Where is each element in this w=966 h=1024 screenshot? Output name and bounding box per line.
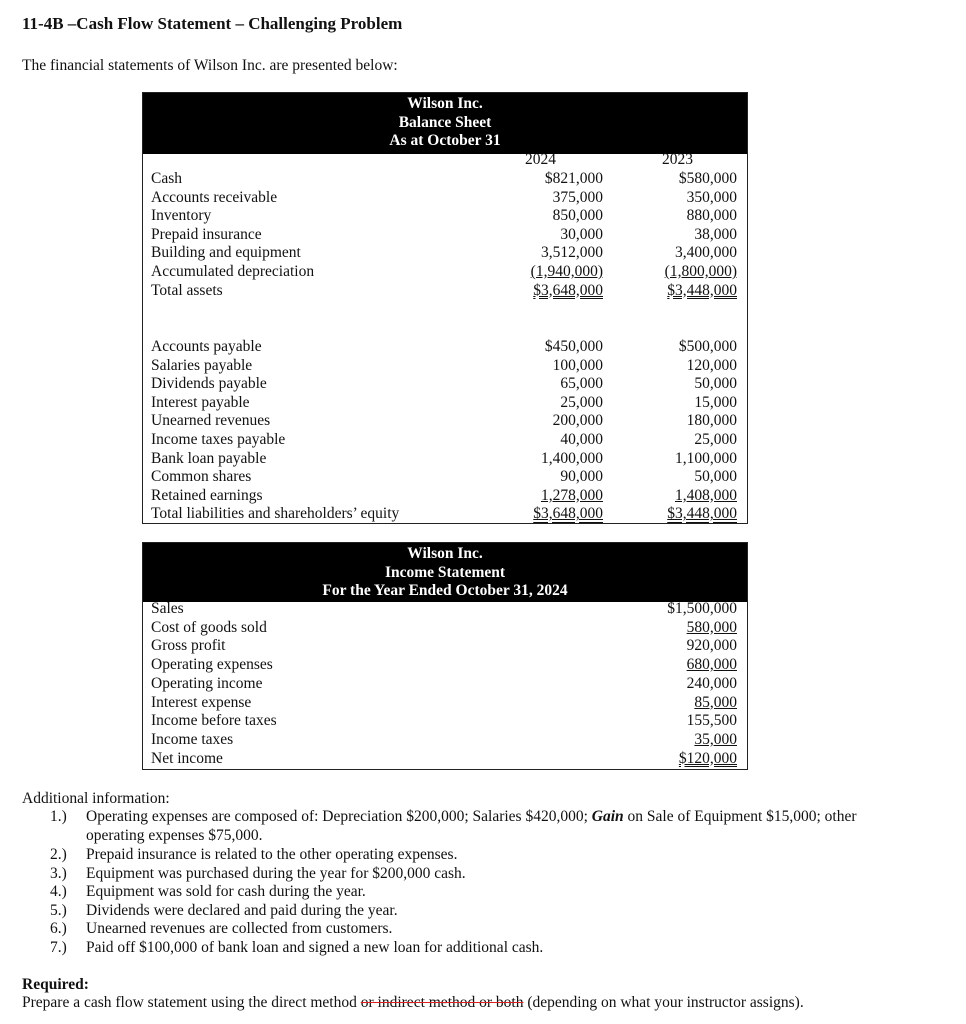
statement-row xyxy=(151,600,747,619)
item-text: Equipment was sold for cash during the year. xyxy=(86,883,366,900)
bs-date: As at October 31 xyxy=(389,132,501,149)
row-label: Building and equipment xyxy=(151,244,301,262)
row-label: Net income xyxy=(151,749,223,767)
bs-company: Wilson Inc. xyxy=(407,95,483,112)
row-label: Operating expenses xyxy=(151,656,273,674)
statement-row xyxy=(151,731,747,750)
row-value: $1,500,000 xyxy=(667,600,737,617)
statement-row xyxy=(151,431,747,450)
row-label: Dividends payable xyxy=(151,375,267,393)
additional-heading: Additional information: xyxy=(22,790,170,807)
row-label: Cash xyxy=(151,170,182,187)
statement-row xyxy=(151,357,747,376)
value-2023: 350,000 xyxy=(686,188,737,206)
row-label: Prepaid insurance xyxy=(151,225,262,243)
item-number: 5.) xyxy=(50,902,67,919)
required-heading: Required: xyxy=(22,976,89,993)
value-2023: 3,400,000 xyxy=(675,244,737,262)
statement-row xyxy=(151,505,747,524)
statement-row xyxy=(151,750,747,769)
item-text: Unearned revenues are collected from customers. xyxy=(86,920,393,937)
value-2024: 25,000 xyxy=(560,393,603,411)
row-label: Salaries payable xyxy=(151,356,253,374)
item-text: Equipment was purchased during the year for $200,000 cash. xyxy=(86,865,466,882)
problem-title: 11-4B –Cash Flow Statement – Challenging Problem xyxy=(22,14,403,33)
statement-row xyxy=(151,487,747,506)
value-2024: 100,000 xyxy=(552,356,603,374)
row-label: Income taxes xyxy=(151,730,234,748)
value-2024: $3,648,000 xyxy=(533,505,603,523)
value-2024: 40,000 xyxy=(560,431,603,448)
row-label: Accumulated depreciation xyxy=(151,263,315,280)
value-2024: 1,278,000 xyxy=(541,486,603,504)
row-label: Common shares xyxy=(151,468,252,486)
item-number: 6.) xyxy=(50,920,67,937)
item-number: 1.) xyxy=(50,808,67,825)
required-text-after: (depending on what your instructor assigns). xyxy=(523,994,804,1011)
statement-row xyxy=(151,263,747,282)
row-label: Unearned revenues xyxy=(151,412,271,430)
row-label: Income before taxes xyxy=(151,712,277,730)
value-2024: 1,400,000 xyxy=(541,449,603,467)
value-2023: 120,000 xyxy=(686,356,737,374)
additional-item xyxy=(50,865,890,884)
row-value: 240,000 xyxy=(686,674,737,692)
value-2023: 15,000 xyxy=(694,393,737,411)
row-value: 35,000 xyxy=(694,730,737,748)
value-2024: $450,000 xyxy=(544,338,603,355)
statement-row xyxy=(151,282,747,301)
statement-row xyxy=(151,244,747,263)
value-2023: (1,800,000) xyxy=(664,263,737,280)
item-text: Dividends were declared and paid during the year. xyxy=(86,902,398,919)
required-text-struck: or indirect method or both xyxy=(360,994,524,1011)
statement-row xyxy=(151,637,747,656)
statement-row xyxy=(151,619,747,638)
item-text-part: Operating expenses are composed of: Depreciation $200,000; Salaries $420,000; xyxy=(86,808,592,825)
statement-row xyxy=(151,375,747,394)
row-label: Interest expense xyxy=(151,693,252,711)
statement-row xyxy=(151,170,747,189)
is-period: For the Year Ended October 31, 2024 xyxy=(322,582,568,599)
bs-statement-name: Balance Sheet xyxy=(398,113,492,131)
income-statement xyxy=(142,542,748,770)
value-2023: 180,000 xyxy=(686,412,737,430)
statement-row xyxy=(151,338,747,357)
row-label: Accounts receivable xyxy=(151,188,278,206)
value-2024: 65,000 xyxy=(560,375,603,393)
row-label: Sales xyxy=(151,600,184,617)
row-label: Gross profit xyxy=(151,637,226,655)
value-2024: (1,940,000) xyxy=(530,263,603,280)
is-statement-name: Income Statement xyxy=(384,563,506,581)
item-emphasis: Gain xyxy=(591,808,624,825)
statement-row xyxy=(151,226,747,245)
value-2023: $3,448,000 xyxy=(667,505,737,523)
row-label: Bank loan payable xyxy=(151,449,267,467)
item-text-part: on Sale of Equipment $15,000; other operating expenses $75,000. xyxy=(86,808,857,844)
row-value: 680,000 xyxy=(686,656,737,674)
item-number: 2.) xyxy=(50,846,67,863)
income-statement-header xyxy=(143,543,747,602)
balance-sheet xyxy=(142,92,748,524)
row-label: Income taxes payable xyxy=(151,431,286,448)
statement-row xyxy=(151,468,747,487)
bs-year-2024: 2024 xyxy=(525,151,556,168)
statement-row xyxy=(151,675,747,694)
value-2023: 50,000 xyxy=(694,375,737,393)
value-2024: 200,000 xyxy=(552,412,603,430)
statement-row xyxy=(151,412,747,431)
bs-year-2023: 2023 xyxy=(662,151,693,168)
row-value: $120,000 xyxy=(678,749,737,767)
additional-item xyxy=(50,846,890,865)
is-company: Wilson Inc. xyxy=(407,545,483,562)
value-2024: 90,000 xyxy=(560,468,603,486)
statement-row xyxy=(151,394,747,413)
row-label: Inventory xyxy=(151,207,212,225)
statement-row xyxy=(151,694,747,713)
intro-text: The financial statements of Wilson Inc. are presented below: xyxy=(22,57,398,74)
value-2023: $3,448,000 xyxy=(667,281,737,299)
item-number: 7.) xyxy=(50,939,67,956)
statement-row xyxy=(151,189,747,208)
additional-item xyxy=(50,920,890,939)
row-label: Interest payable xyxy=(151,393,250,411)
value-2023: 880,000 xyxy=(686,207,737,225)
item-text xyxy=(86,808,890,845)
row-label: Total assets xyxy=(151,281,223,299)
value-2024: 850,000 xyxy=(552,207,603,225)
row-value: 155,500 xyxy=(686,712,737,730)
item-number: 4.) xyxy=(50,883,67,900)
row-label: Operating income xyxy=(151,674,263,692)
value-2023: 50,000 xyxy=(694,468,737,486)
statement-row xyxy=(151,450,747,469)
additional-item xyxy=(50,883,890,902)
value-2023: 38,000 xyxy=(694,225,737,243)
value-2023: $580,000 xyxy=(678,170,737,187)
required-text-before: Prepare a cash flow statement using the direct method xyxy=(22,994,361,1011)
value-2024: $821,000 xyxy=(544,170,603,187)
statement-row xyxy=(151,712,747,731)
additional-item xyxy=(50,939,890,958)
balance-sheet-header xyxy=(143,93,747,154)
row-label: Total liabilities and shareholders’ equity xyxy=(151,505,400,523)
item-text: Paid off $100,000 of bank loan and signed a new loan for additional cash. xyxy=(86,939,544,956)
value-2024: 30,000 xyxy=(560,225,603,243)
required-text xyxy=(22,994,804,1012)
row-value: 85,000 xyxy=(694,693,737,711)
value-2023: $500,000 xyxy=(678,338,737,355)
value-2023: 25,000 xyxy=(694,431,737,448)
statement-row xyxy=(151,656,747,675)
value-2023: 1,100,000 xyxy=(675,449,737,467)
additional-item xyxy=(50,902,890,921)
value-2024: 375,000 xyxy=(552,188,603,206)
row-label: Cost of goods sold xyxy=(151,618,267,636)
statement-row xyxy=(151,207,747,226)
item-number: 3.) xyxy=(50,865,67,882)
value-2024: $3,648,000 xyxy=(533,281,603,299)
row-label: Accounts payable xyxy=(151,338,262,355)
row-value: 920,000 xyxy=(686,637,737,655)
value-2023: 1,408,000 xyxy=(675,486,737,504)
row-value: 580,000 xyxy=(686,618,737,636)
item-text: Prepaid insurance is related to the other operating expenses. xyxy=(86,846,458,863)
additional-item xyxy=(50,808,890,844)
row-label: Retained earnings xyxy=(151,486,263,504)
value-2024: 3,512,000 xyxy=(541,244,603,262)
